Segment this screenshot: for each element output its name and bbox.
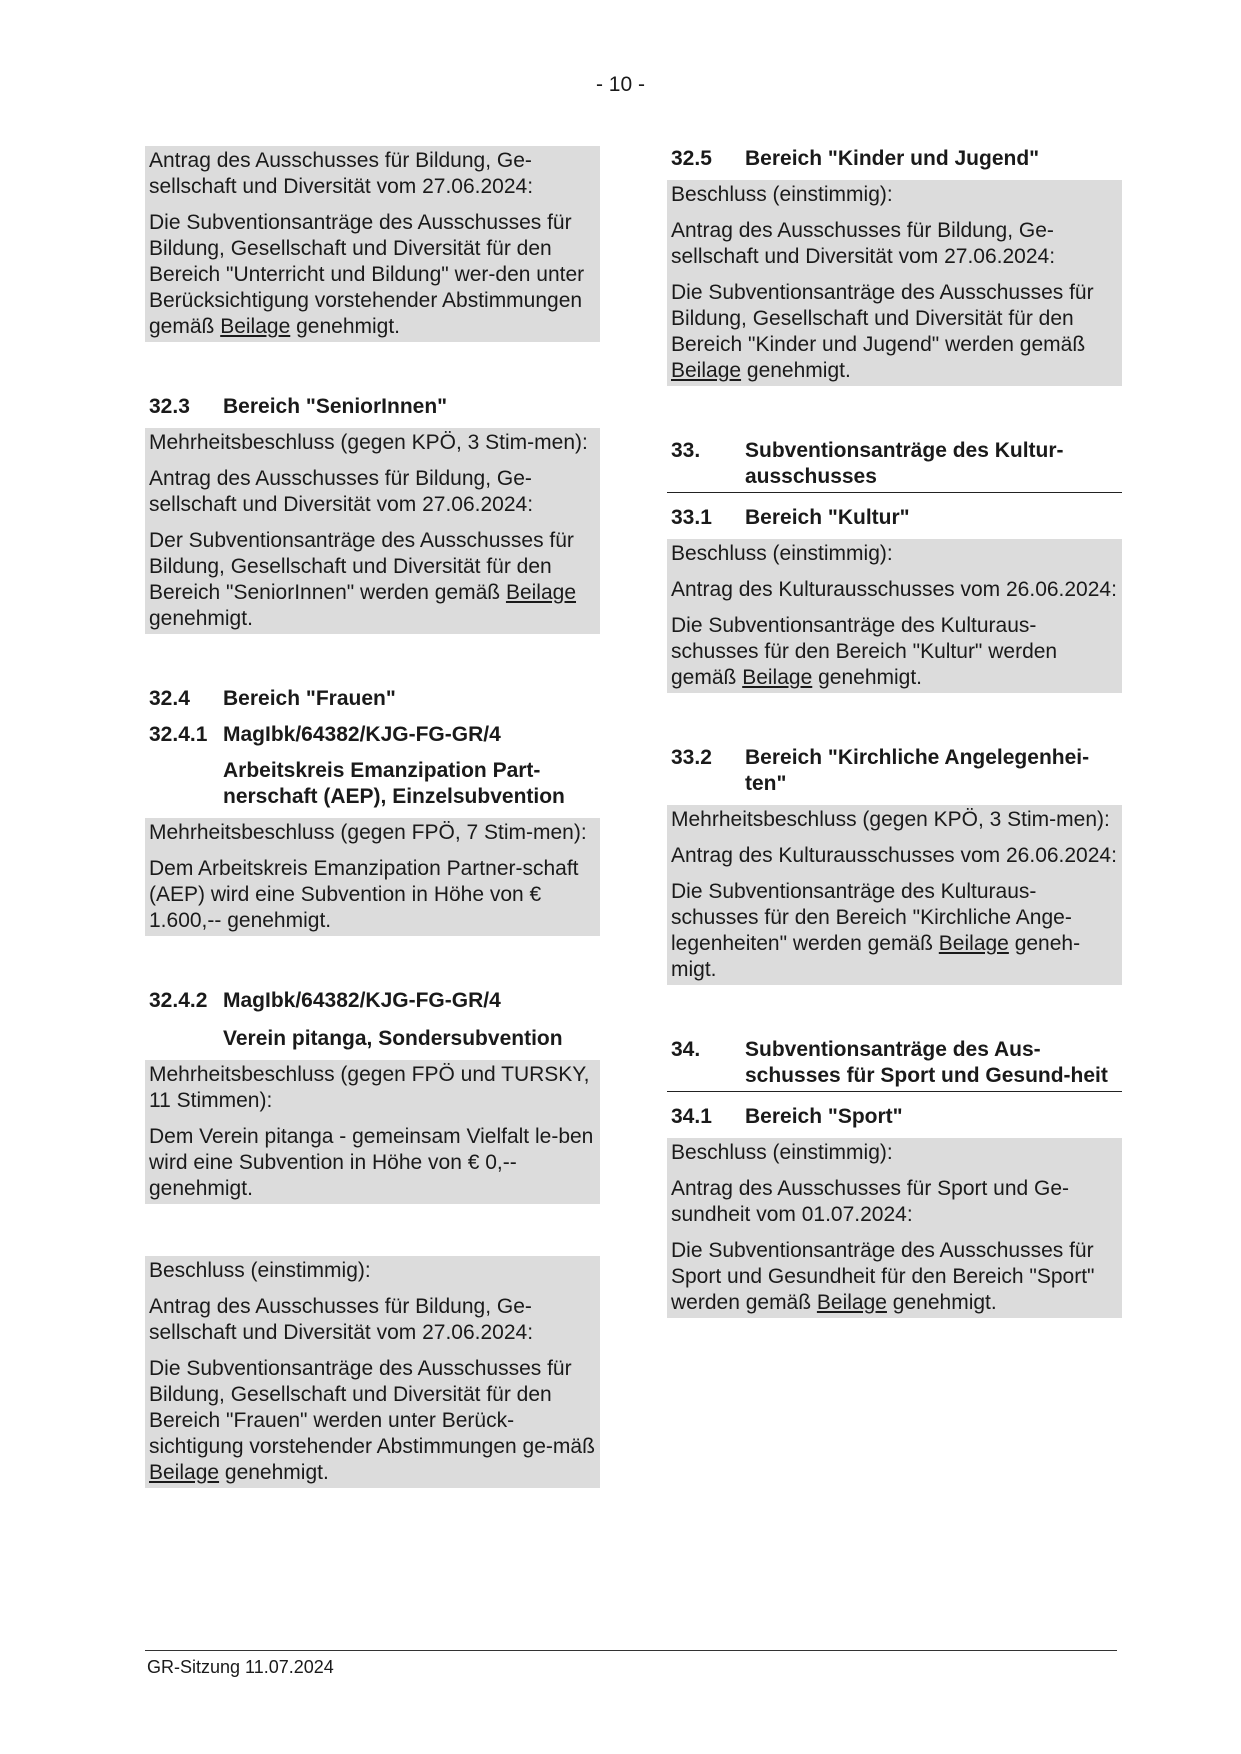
- resolution-block-kinder-jugend: [667, 180, 1122, 386]
- vote-text: Mehrheitsbeschluss (gegen FPÖ und TURSKY, 11 Stimmen):: [149, 1063, 590, 1112]
- footer-text: GR-Sitzung 11.07.2024: [147, 1657, 334, 1677]
- resolution-text-end: genehmigt.: [886, 1291, 997, 1314]
- resolution-text-main: Die Subventionsanträge des Ausschusses für Sport und Gesundheit für den Bereich "Sport" werden gemäß: [671, 1239, 1095, 1314]
- vote-text: Mehrheitsbeschluss (gegen FPÖ, 7 Stim-men):: [149, 821, 587, 844]
- vote-text: Mehrheitsbeschluss (gegen KPÖ, 3 Stim-men):: [671, 808, 1110, 831]
- resolution-text: Dem Arbeitskreis Emanzipation Partner-schaft (AEP) wird eine Subvention in Höhe von € 1.600,-- genehmigt.: [149, 857, 579, 932]
- heading-title: Subventionsanträge des Aus-schusses für Sport und Gesund-heit: [745, 1038, 1108, 1087]
- heading-subtitle: Verein pitanga, Sondersubvention: [223, 1027, 563, 1050]
- vote-text: Beschluss (einstimmig):: [149, 1259, 371, 1282]
- resolution-text-main: Die Subventionsanträge des Ausschusses für Bildung, Gesellschaft und Diversität für den Bereich "Kinder und Jugend" werden gemäß: [671, 281, 1094, 356]
- resolution-text-end: genehmigt.: [219, 1461, 329, 1484]
- heading-33: [667, 438, 1122, 493]
- heading-33-1: [667, 505, 1122, 531]
- heading-number: 34.1: [671, 1105, 712, 1128]
- heading-number: 32.4.1: [149, 723, 208, 746]
- motion-text: Antrag des Ausschusses für Bildung, Ge-sellschaft und Diversität vom 27.06.2024:: [149, 467, 534, 516]
- beilage-link[interactable]: Beilage: [816, 1291, 887, 1314]
- resolution-block-pitanga: [145, 1060, 600, 1204]
- heading-34-1: [667, 1104, 1122, 1130]
- resolution-block-unterricht: [145, 146, 600, 342]
- resolution-text-main: Die Subventionsanträge des Ausschusses für Bildung, Gesellschaft und Diversität für den Bereich "Frauen" werden unter Berück-sichtigung vorstehender Abstimmungen ge-mäß: [149, 1357, 595, 1458]
- right-column: [667, 146, 1122, 1318]
- page-number: - 10 -: [595, 73, 645, 96]
- resolution-text: Dem Verein pitanga - gemeinsam Vielfalt le-ben wird eine Subvention in Höhe von € 0,-- genehmigt.: [149, 1125, 594, 1200]
- resolution-block-frauen: [145, 1256, 600, 1488]
- vote-text: Beschluss (einstimmig):: [671, 542, 893, 565]
- footer-divider: [145, 1650, 1117, 1651]
- motion-text: Antrag des Kulturausschusses vom 26.06.2024:: [671, 844, 1117, 867]
- heading-number: 33.1: [671, 506, 712, 529]
- motion-text: Antrag des Ausschusses für Sport und Ge-sundheit vom 01.07.2024:: [671, 1177, 1070, 1226]
- heading-number: 32.5: [671, 147, 712, 170]
- motion-text: Antrag des Ausschusses für Bildung, Ge-sellschaft und Diversität vom 27.06.2024:: [149, 1295, 534, 1344]
- resolution-block-kultur: [667, 539, 1122, 693]
- resolution-text-main: Der Subventionsanträge des Ausschusses für Bildung, Gesellschaft und Diversität für den Bereich "SeniorInnen" werden gemäß: [149, 529, 574, 604]
- resolution-text-end: genehmigt.: [149, 607, 253, 630]
- heading-subtitle: Arbeitskreis Emanzipation Part-nerschaft (AEP), Einzelsubvention: [223, 759, 565, 808]
- motion-text: Antrag des Kulturausschusses vom 26.06.2024:: [671, 578, 1117, 601]
- resolution-text: [149, 1356, 596, 1486]
- heading-title: Bereich "Frauen": [223, 687, 396, 710]
- resolution-text: [671, 613, 1118, 691]
- heading-32-5: [667, 146, 1122, 172]
- heading-title: Subventionsanträge des Kultur-ausschusses: [745, 439, 1064, 488]
- heading-number: 32.4.2: [149, 989, 208, 1012]
- heading-33-2: [667, 745, 1122, 797]
- heading-34: [667, 1037, 1122, 1092]
- heading-32-4-2: [145, 988, 600, 1014]
- resolution-text: [149, 210, 596, 340]
- resolution-block-aep: [145, 818, 600, 936]
- heading-title: Bereich "Kultur": [745, 506, 910, 529]
- resolution-text-end: genehmigt.: [812, 666, 923, 689]
- resolution-text-end: geneh-migt.: [671, 932, 1081, 981]
- heading-number: 32.4: [149, 687, 190, 710]
- heading-32-4: [145, 686, 600, 712]
- heading-title: Bereich "Sport": [745, 1105, 903, 1128]
- resolution-text-end: genehmigt.: [741, 359, 851, 382]
- heading-title: Bereich "Kinder und Jugend": [745, 147, 1040, 170]
- beilage-link[interactable]: Beilage: [220, 315, 291, 338]
- resolution-block-sport: [667, 1138, 1122, 1318]
- left-column: [145, 146, 600, 1488]
- heading-title: Bereich "SeniorInnen": [223, 395, 448, 418]
- beilage-link[interactable]: Beilage: [671, 359, 742, 382]
- resolution-block-seniorinnen: [145, 428, 600, 634]
- resolution-text: [671, 879, 1118, 983]
- motion-text: Antrag des Ausschusses für Bildung, Ge-sellschaft und Diversität vom 27.06.2024:: [149, 149, 534, 198]
- beilage-link[interactable]: Beilage: [938, 932, 1009, 955]
- motion-text: Antrag des Ausschusses für Bildung, Ge-sellschaft und Diversität vom 27.06.2024:: [671, 219, 1056, 268]
- resolution-text-main: Die Subventionsanträge des Kulturaus-schusses für den Bereich "Kultur" werden gemäß: [671, 614, 1058, 689]
- resolution-text: [671, 1238, 1118, 1316]
- heading-number: 32.3: [149, 395, 190, 418]
- resolution-text: [671, 280, 1118, 384]
- resolution-text: [149, 528, 596, 632]
- vote-text: Beschluss (einstimmig):: [671, 1141, 893, 1164]
- resolution-text-end: genehmigt.: [290, 315, 401, 338]
- resolution-block-kirchliche: [667, 805, 1122, 985]
- heading-title: MagIbk/64382/KJG-FG-GR/4: [223, 723, 501, 746]
- resolution-text-main: Die Subventionsanträge des Kulturaus-schusses für den Bereich "Kirchliche Ange-legenheiten" werden gemäß: [671, 880, 1072, 955]
- heading-32-4-1: [145, 722, 600, 748]
- heading-title: MagIbk/64382/KJG-FG-GR/4: [223, 989, 501, 1012]
- vote-text: Beschluss (einstimmig):: [671, 183, 893, 206]
- beilage-link[interactable]: Beilage: [742, 666, 813, 689]
- heading-number: 34.: [671, 1038, 701, 1061]
- beilage-link[interactable]: Beilage: [149, 1461, 220, 1484]
- heading-number: 33.2: [671, 746, 712, 769]
- beilage-link[interactable]: Beilage: [505, 581, 577, 604]
- resolution-text-main: Die Subventionsanträge des Ausschusses für Bildung, Gesellschaft und Diversität für den Bereich "Unterricht und Bildung" wer-den unter Berücksichtigung vorstehender Abstimmungen gemäß: [149, 211, 585, 338]
- vote-text: Mehrheitsbeschluss (gegen KPÖ, 3 Stim-men):: [149, 431, 588, 454]
- heading-32-3: [145, 394, 600, 420]
- heading-number: 33.: [671, 439, 701, 462]
- heading-title: Bereich "Kirchliche Angelegenhei-ten": [745, 746, 1090, 795]
